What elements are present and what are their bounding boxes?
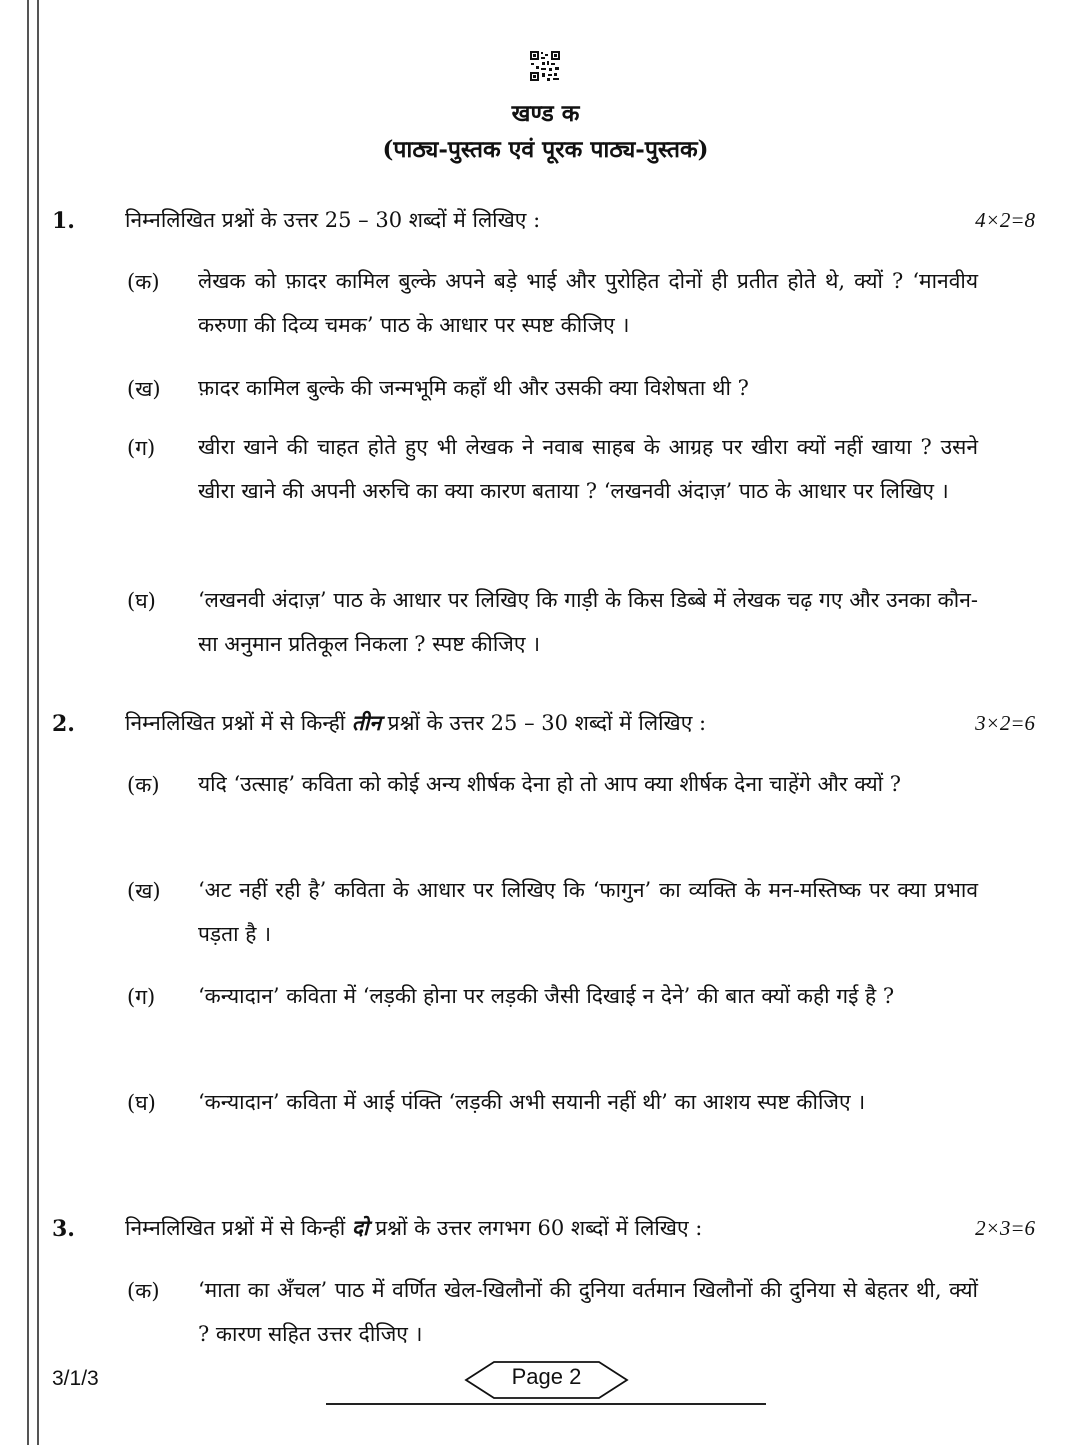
part-text: लेखक को फ़ादर कामिल बुल्के अपने बड़े भाई और पुरोहित दोनों ही प्रतीत होते थे, क्यों ? ‘मानवीय करुणा की दिव्य चमक’ पाठ के आधार पर स्पष्ट कीजिए । <box>198 269 978 337</box>
question-marks: 3×2=6 <box>975 711 1035 735</box>
margin-rule-inner <box>37 0 39 1445</box>
footer-rule <box>326 1403 766 1405</box>
part-label: (ग) <box>127 436 156 460</box>
question-marks: 2×3=6 <box>975 1216 1035 1240</box>
part-text: ‘लखनवी अंदाज़’ पाठ के आधार पर लिखिए कि गाड़ी के किस डिब्बे में लेखक चढ़ गए और उनका कौन-सा अनुमान प्रतिकूल निकला ? स्पष्ट कीजिए । <box>198 588 978 656</box>
part-text: ‘माता का अँचल’ पाठ में वर्णित खेल-खिलौनों की दुनिया वर्तमान खिलौनों की दुनिया से बेहतर थी, क्यों ? कारण सहित उत्तर दीजिए । <box>198 1278 978 1346</box>
part-label: (ग) <box>127 985 156 1009</box>
part-text: ‘कन्यादान’ कविता में आई पंक्ति ‘लड़की अभी सयानी नहीं थी’ का आशय स्पष्ट कीजिए । <box>198 1090 866 1114</box>
part-text: ‘कन्यादान’ कविता में ‘लड़की होना पर लड़की जैसी दिखाई न देने’ की बात क्यों कही गई है ? <box>198 984 895 1008</box>
question-emphasis: दो <box>351 1215 369 1240</box>
question-emphasis: तीन <box>351 710 381 735</box>
question-number: 2. <box>52 711 75 737</box>
part-label: (क) <box>127 773 160 797</box>
paper-code: 3/1/3 <box>52 1367 99 1390</box>
part-text: फ़ादर कामिल बुल्के की जन्मभूमि कहाँ थी और उसकी क्या विशेषता थी ? <box>198 376 749 400</box>
part-label: (क) <box>127 1279 160 1303</box>
part-text: यदि ‘उत्साह’ कविता को कोई अन्य शीर्षक देना हो तो आप क्या शीर्षक देना चाहेंगे और क्यों ? <box>198 772 902 796</box>
part-label: (घ) <box>127 1091 156 1115</box>
part-label: (ख) <box>127 377 161 401</box>
section-subtitle: (पाठ्य-पुस्तक एवं पूरक पाठ्य-पुस्तक) <box>382 136 709 163</box>
question-text <box>125 1214 702 1242</box>
part-text: खीरा खाने की चाहत होते हुए भी लेखक ने नवाब साहब के आग्रह पर खीरा क्यों नहीं खाया ? उसने खीरा खाने की अपनी अरुचि का क्या कारण बताया ? ‘लखनवी अंदाज़’ पाठ के आधार पर लिखिए । <box>198 435 978 503</box>
question-number: 1. <box>52 208 75 234</box>
question-text-lead: निम्नलिखित प्रश्नों में से किन्हीं <box>125 711 346 735</box>
question-marks: 4×2=8 <box>975 208 1035 232</box>
part-text: ‘अट नहीं रही है’ कविता के आधार पर लिखिए कि ‘फागुन’ का व्यक्ति के मन-मस्तिष्क पर क्या प्रभाव पड़ता है । <box>198 878 978 946</box>
qr-code-icon <box>529 50 561 82</box>
part-label: (ख) <box>127 879 161 903</box>
question-number: 3. <box>52 1216 75 1242</box>
question-text-tail: प्रश्नों के उत्तर 25 – 30 शब्दों में लिखिए : <box>387 711 707 735</box>
margin-rule-outer <box>27 0 29 1445</box>
part-label: (घ) <box>127 589 156 613</box>
page-number: Page 2 <box>511 1364 582 1389</box>
section-title: खण्ड क <box>511 100 580 127</box>
question-text-lead: निम्नलिखित प्रश्नों में से किन्हीं <box>125 1216 346 1240</box>
part-label: (क) <box>127 270 160 294</box>
question-text-tail: प्रश्नों के उत्तर लगभग 60 शब्दों में लिखिए : <box>375 1216 703 1240</box>
question-text <box>125 709 706 737</box>
question-text: निम्नलिखित प्रश्नों के उत्तर 25 – 30 शब्दों में लिखिए : <box>125 208 541 232</box>
